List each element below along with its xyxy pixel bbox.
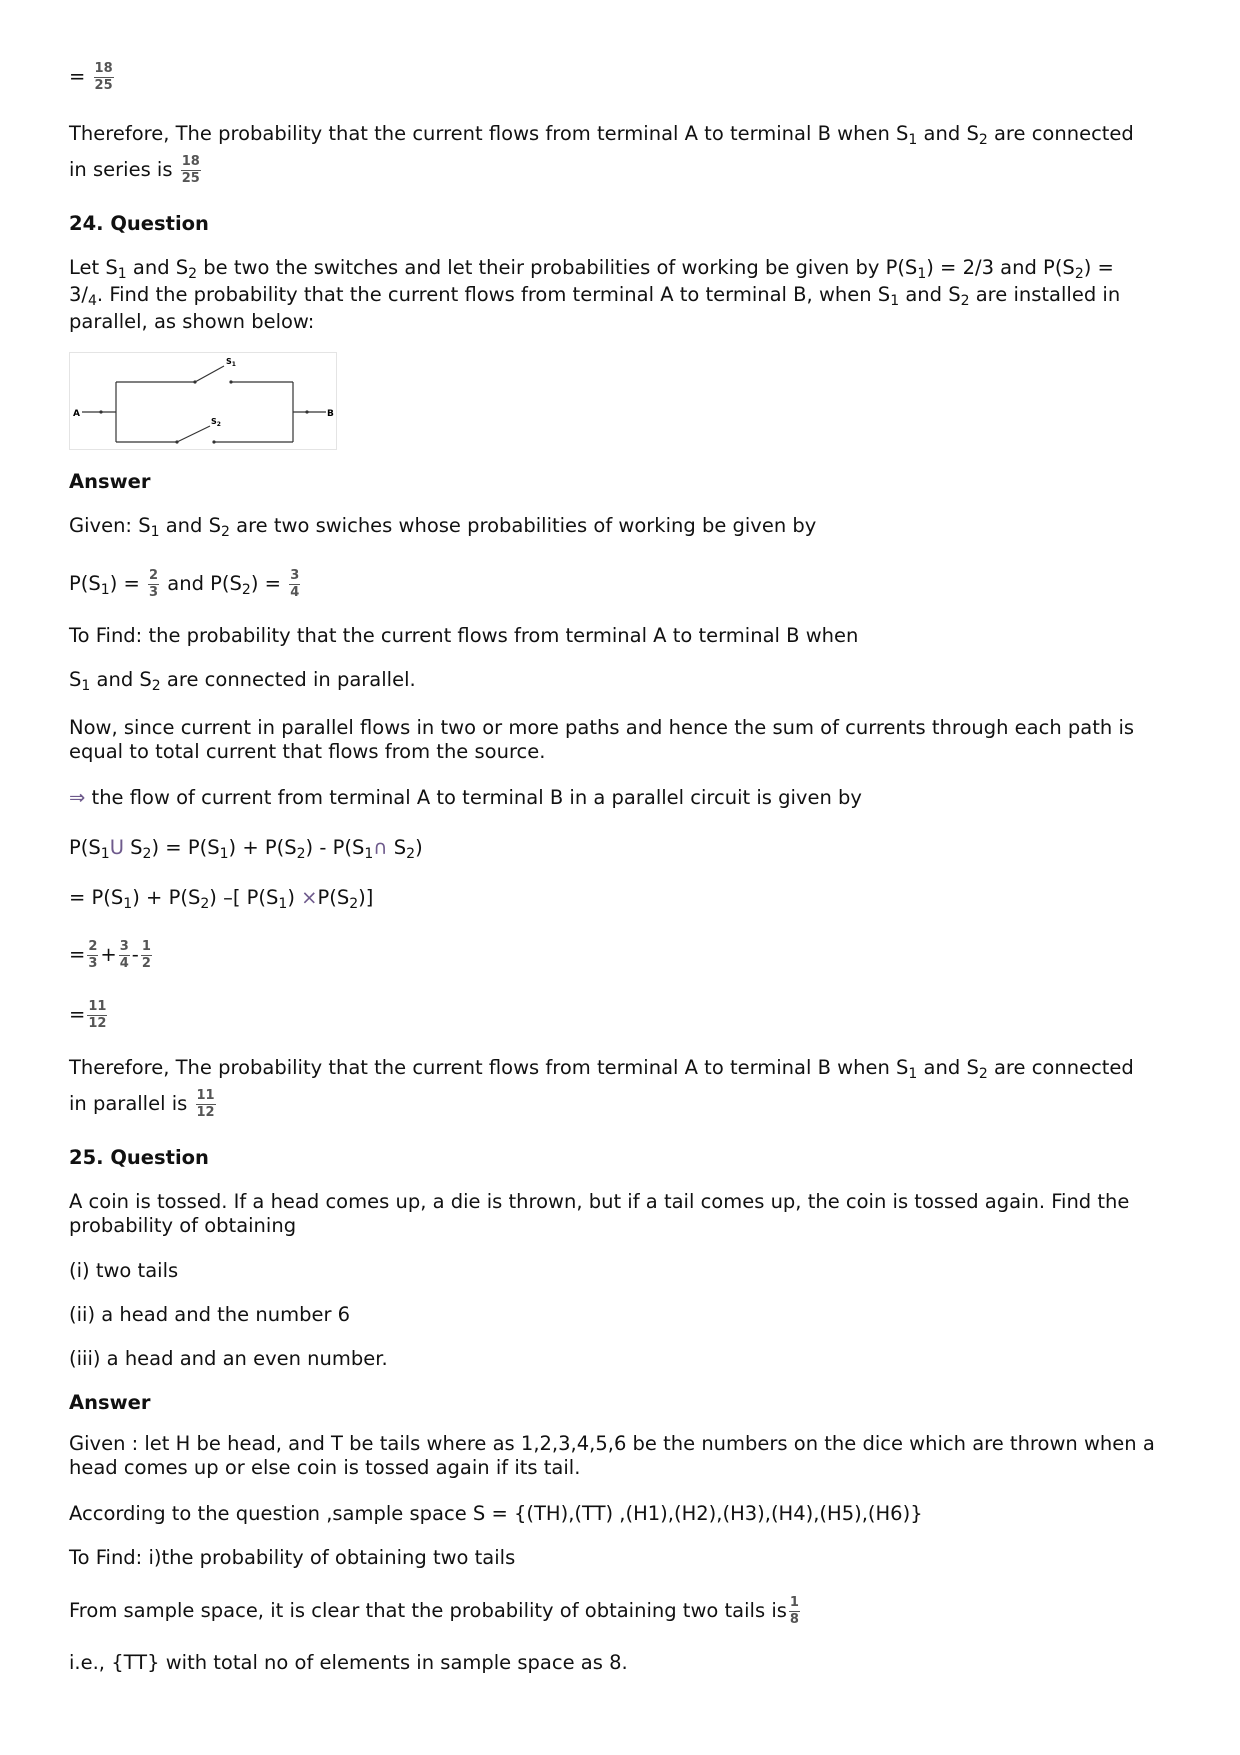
q25-part-ii: (ii) a head and the number 6	[69, 1303, 351, 1326]
a24-given: Given: $S_1$ and $S_2$ are two swiches whose probabilities of working be given by	[69, 514, 817, 540]
implies-icon: ⇒	[69, 786, 86, 809]
switch-s2	[177, 426, 210, 442]
a25-sample-space: According to the question ,sample space S = {(TH),(TT) ,(H1),(H2),(H3),(H4),(H5),(H6)}	[69, 1502, 923, 1525]
intersection-icon: ∩	[373, 836, 388, 859]
a24-probabilities: $P(S_1)$ = $\frac{2}{3}$ and $P(S_2)$ = $\frac{3}{4}$	[69, 568, 300, 600]
a24-equation-4: = $\frac{11}{12}$	[69, 999, 107, 1031]
fraction-3-4: $\frac{3}{4}$	[119, 939, 129, 971]
terminal-b-label: B	[327, 409, 334, 419]
fraction-11-12: $\frac{11}{12}$	[88, 999, 107, 1031]
a24-equation-3: = $\frac{2}{3}$ + $\frac{3}{4}$ - $\frac{1}{2}$	[69, 939, 151, 971]
answer-24-heading: Answer	[69, 470, 151, 493]
a24-connected: $S_1$ and $S_2$ are connected in parallel.	[69, 668, 416, 694]
a24-equation-1: $P(S_1U$ $S_2) = P(S_1) + P(S_2)$ - $P(S_1\cap$ $S_2$)	[69, 836, 423, 862]
terminal-a-label: A	[73, 409, 80, 419]
fraction-18-25: $\frac{18}{25}$	[181, 154, 200, 186]
a25-from-sample: From sample space, it is clear that the probability of obtaining two tails is $\frac{1}{8}$	[69, 1595, 799, 1627]
arrow-dot-b	[305, 410, 308, 413]
a24-equation-2: = $P(S_1) + P(S_2)$ –[ $P(S_1) \times P(S_2)$]	[69, 886, 374, 912]
arrow-dot-a	[99, 410, 102, 413]
switch-s1-label: $S_1$	[226, 357, 236, 368]
a24-to-find: To Find: the probability that the current flows from terminal A to terminal B when	[69, 624, 859, 647]
q25-text: A coin is tossed. If a head comes up, a die is thrown, but if a tail comes up, the coin is tossed again. Find the probability of obtaining	[69, 1190, 1130, 1237]
parallel-circuit-diagram	[69, 352, 337, 450]
fraction-18-25: $\frac{18}{25}$	[94, 61, 113, 93]
a25-ie: i.e., {TT} with total no of elements in sample space as 8.	[69, 1651, 628, 1674]
q23-therefore-line1: Therefore, The probability that the current flows from terminal A to terminal B when $S_1$ and $S_2$ are connected	[69, 122, 1134, 148]
q25-part-i: (i) two tails	[69, 1259, 179, 1282]
fraction-2-3: $\frac{2}{3}$	[149, 568, 159, 600]
switch-s2-label: $S_2$	[211, 417, 221, 428]
a25-to-find: To Find: i)the probability of obtaining two tails	[69, 1546, 516, 1569]
fraction-11-12: $\frac{11}{12}$	[196, 1088, 215, 1120]
q23-result-line: = $\frac{18}{25}$	[69, 61, 113, 93]
switch-s1	[195, 366, 224, 382]
answer-25-heading: Answer	[69, 1391, 151, 1414]
q24-text-line2: $3/_4$. Find the probability that the current flows from terminal A to terminal B, when $S_1$ and $S_2$ are installed in	[69, 283, 1121, 309]
question-25-heading: 25. Question	[69, 1146, 209, 1169]
q25-part-iii: (iii) a head and an even number.	[69, 1347, 388, 1370]
q24-text-line3: parallel, as shown below:	[69, 310, 315, 333]
fraction-1-2: $\frac{1}{2}$	[141, 939, 151, 971]
a24-therefore-line1: Therefore, The probability that the current flows from terminal A to terminal B when $S_1$ and $S_2$ are connected	[69, 1056, 1134, 1082]
union-icon: U	[109, 836, 124, 859]
q24-text-line1: Let $S_1$ and $S_2$ be two the switches and let their probabilities of working be given by $P(S_1) = 2/3$ and $P(S_2)$ =	[69, 256, 1114, 282]
a24-now-paragraph: Now, since current in parallel flows in two or more paths and hence the sum of currents through each path is equal to total current that flows from the source.	[69, 716, 1135, 763]
a24-implies: ⇒ the flow of current from terminal A to terminal B in a parallel circuit is given by	[69, 786, 862, 809]
a25-given: Given : let H be head, and T be tails where as 1,2,3,4,5,6 be the numbers on the dice which are thrown when a head comes up or else coin is tossed again if its tail.	[69, 1432, 1155, 1479]
fraction-1-8: $\frac{1}{8}$	[789, 1595, 799, 1627]
fraction-3-4: $\frac{3}{4}$	[290, 568, 300, 600]
a24-therefore-line2: in parallel is $\frac{11}{12}$	[69, 1088, 215, 1120]
fraction-2-3: $\frac{2}{3}$	[88, 939, 98, 971]
times-icon: ×	[301, 886, 318, 909]
q23-therefore-line2: in series is $\frac{18}{25}$	[69, 154, 200, 186]
question-24-heading: 24. Question	[69, 212, 209, 235]
